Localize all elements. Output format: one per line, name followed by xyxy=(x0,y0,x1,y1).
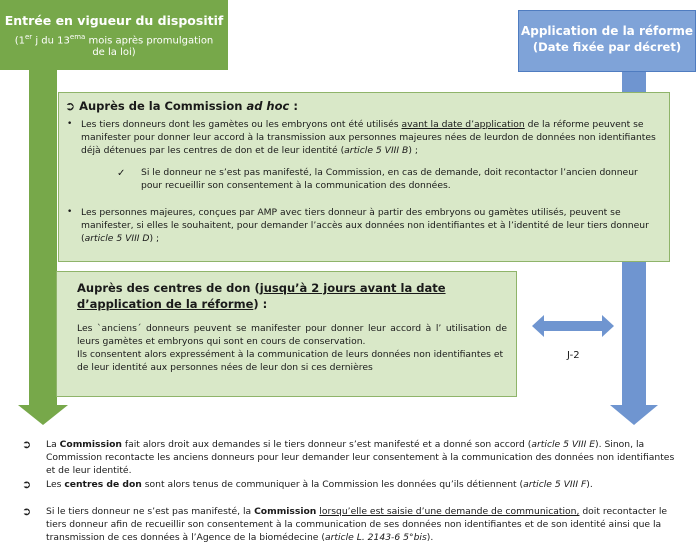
bullet-dot-icon: • xyxy=(67,119,73,129)
left-arrow-head-icon xyxy=(18,405,68,427)
left-header-box xyxy=(0,0,228,70)
arrow-bullet-icon: ➲ xyxy=(22,505,32,518)
commission-heading: ➲ Auprès de la Commission ad hoc : xyxy=(65,99,298,113)
footer-item-1: ➲ La Commission fait alors droit aux demandes si le tiers donneur s’est manifesté et a donné son accord (article 5 VIII E). Sinon, la Commission recontacte les anciens donneurs pour leur demander leur consentement à la communication des données non identifiantes et de leur identité. xyxy=(22,438,675,476)
arrow-bullet-icon: ➲ xyxy=(65,99,76,113)
left-arrow-shaft xyxy=(29,70,57,410)
commission-paragraph-2: Les personnes majeures, conçues par AMP avec tiers donneur à partir des embryons ou gamètes utilisés, peuvent se manifester, si elles le souhaitent, pour demander l’accès aux données non identifiantes et à l’identité de leur tiers donneur (article 5 VIII D) ; xyxy=(81,207,649,244)
commission-box xyxy=(58,92,670,262)
footer-item-2: ➲ Les centres de don sont alors tenus de communiquer à la Commission les données qu’ils détiennent (article 5 VIII F). xyxy=(22,478,593,491)
right-header-box xyxy=(518,10,696,72)
bullet-dot-icon: • xyxy=(67,207,73,217)
centres-paragraph-1: Les `anciens´ donneurs peuvent se manifester pour donner leur accord à l’ utilisation de leurs gamètes et embryons qui sont en cours de conservation. xyxy=(77,323,507,347)
centres-heading: Auprès des centres de don (jusqu’à 2 jours avant la date d’application de la réforme) : xyxy=(77,281,446,311)
double-arrow-icon xyxy=(532,315,614,337)
centres-box xyxy=(56,271,517,397)
left-header-title: Entrée en vigueur du dispositif xyxy=(4,13,224,28)
commission-check-paragraph: Si le donneur ne s’est pas manifesté, la Commission, en cas de demande, doit recontactor l’ancien donneur pour recueillir son consentement à la communication des données. xyxy=(141,167,638,191)
arrow-bullet-icon: ➲ xyxy=(22,478,32,491)
checkmark-icon: ✓ xyxy=(117,168,126,179)
right-header-title: Application de la réforme xyxy=(520,24,694,38)
left-header-subtitle: (1er j du $13^{ema}$ mois après promulgation de la loi) xyxy=(14,33,214,59)
arrow-bullet-icon: ➲ xyxy=(22,438,32,451)
right-arrow-head-icon xyxy=(610,405,658,427)
commission-paragraph-1: Les tiers donneurs dont les gamètes ou les embryons ont été utilisés avant la date d’application de la réforme peuvent se manifester pour donner leur accord à la transmission aux personnes majeures nées de leurdon de données non identifiantes déjà détenues par les centres de don et de leur identité (article 5 VIII B) ; xyxy=(81,119,656,156)
j2-label: J-2 xyxy=(567,350,580,361)
footer-item-3: ➲ Si le tiers donneur ne s’est pas manifesté, la Commission lorsqu’elle est saisie d’une demande de communication, doit recontacter le tiers donneur afin de recueillir son consentement à la communication de ses données non identifiantes et de son identité ainsi que la transmission de ces données à l’Agence de la biomédecine (article L. 2143-6 5°bis). xyxy=(22,505,668,543)
centres-paragraph-2: Ils consentent alors expressément à la communication de leurs données non identifiantes et de leur identité aux personnes nées de leur don si ces dernières xyxy=(77,349,504,373)
right-header-subtitle: (Date fixée par décret) xyxy=(532,40,682,54)
